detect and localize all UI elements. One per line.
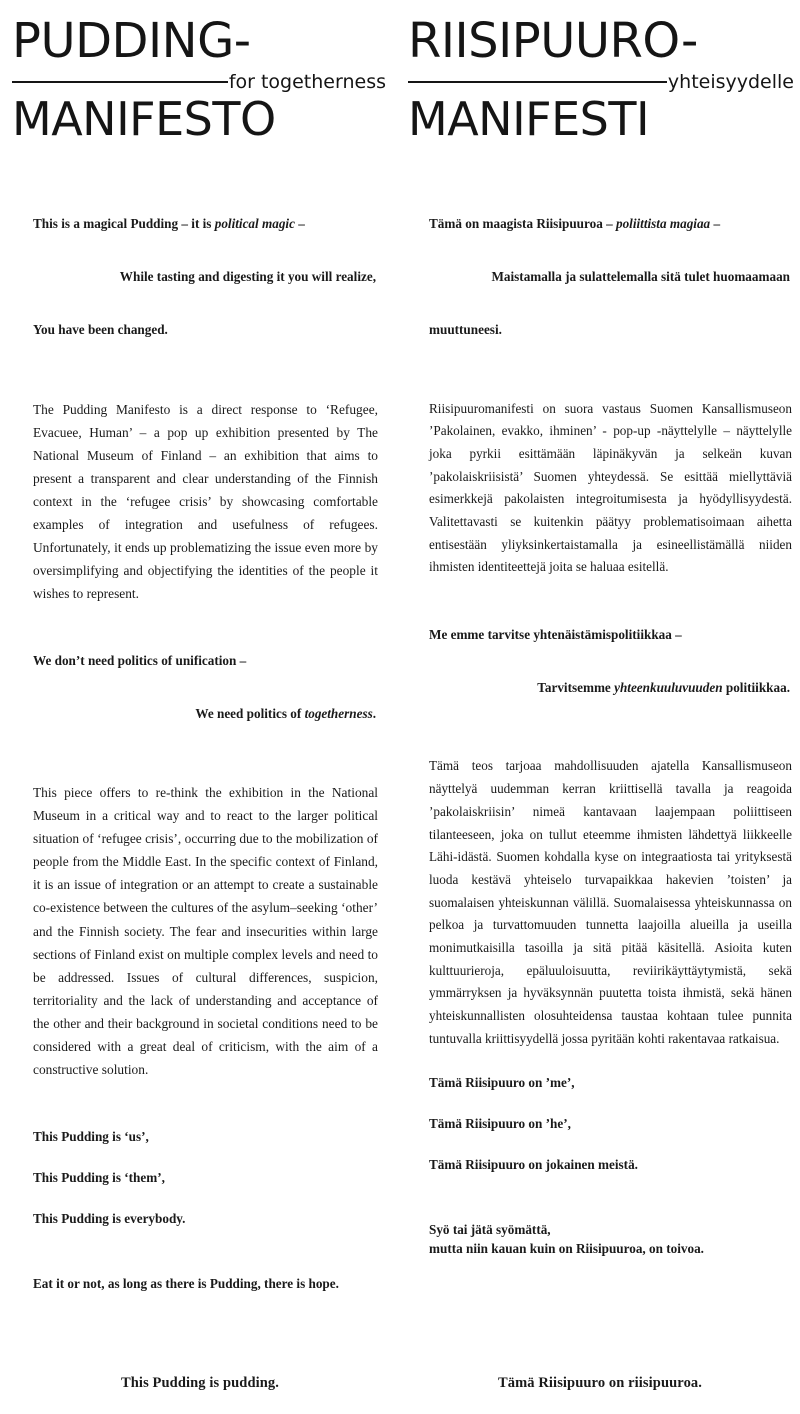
opening-line3-en: You have been changed. [33,322,168,338]
column-english [0,214,400,1293]
hope-block-en [33,1274,378,1293]
masthead-title-line1-fi: RIISIPUURO- [408,13,698,69]
identity-line-2-fi: Tämä Riisipuuro on ’he’, [429,1115,571,1131]
politics-line2-a-en: We need politics of [195,706,305,722]
politics-line2-en [33,704,378,723]
hope-line-1-fi: Syö tai jätä syömättä, [429,1222,551,1237]
politics-line2-b-en: . [372,706,376,722]
opening-line2-en: While tasting and digesting it you will realize, [119,269,376,285]
opening-block-en [33,214,378,339]
identity-line-3-en: This Pudding is everybody. [33,1211,186,1227]
closing-line-fi: Tämä Riisipuuro on riisipuuroa. [497,1375,702,1391]
identity-line-2-en: This Pudding is ‘them’, [33,1169,165,1185]
paragraph-1-fi: Riisipuuromanifesti on suora vastaus Suomen Kansallismuseon ’Pakolainen, evakko, ihminen’ - pop-up -näyttelylle – näyttelylle joka pyrkii esittämään läpinäkyvän ja selkeän kuvan ’pakolaiskriisistä’ Suomen yhteydessä. Se esittää miellyttäviä esimerkkejä pakolaisten integroitumisesta ja hyödyllisyydestä. Valitettavasti se kuitenkin päätyy problematisoimaan aihetta entisestään yliyksinkertaistamalla ja esineellistämällä niiden ihmisten identiteettejä joita se haluaa esitellä. [429,400,792,575]
masthead-subtitle-en: for togetherness [228,71,386,94]
identity-line-1-en: This Pudding is ‘us’, [33,1128,149,1144]
politics-line2-emphasis-en: togetherness [304,706,373,722]
identity-block-en [33,1127,378,1228]
masthead-title-line1-en: PUDDING- [12,13,251,69]
politics-line2-emphasis-fi: yhteenkuuluvuuden [614,680,723,696]
opening-line1-b-fi: – [710,216,721,232]
column-finnish [400,214,800,1293]
politics-line1-fi: Me emme tarvitse yhtenäistämispolitiikkaa – [429,627,682,643]
horizontal-rule-fi [408,81,667,83]
opening-line1-emphasis-fi: poliittista magiaa [615,216,711,232]
hope-line-1-en: Eat it or not, as long as there is Pudding, there is hope. [33,1276,339,1292]
politics-block-fi [429,625,792,697]
opening-line1-a-fi: Tämä on maagista Riisipuuroa – [429,216,616,232]
closing-line-en: This Pudding is pudding. [121,1375,279,1391]
hope-block-fi [429,1220,792,1258]
closing-line-row [0,1374,800,1392]
masthead-title-line2-en: MANIFESTO [12,92,276,147]
identity-block-fi [429,1073,792,1174]
politics-line1-en: We don’t need politics of unification – [33,652,247,668]
paragraph-1-en: The Pudding Manifesto is a direct response to ‘Refugee, Evacuee, Human’ – a pop up exhibition presented by The National Museum of Finland – an exhibition that aims to present a transparent and clear understanding of the Finnish context in the ‘refugee crisis’ by showcasing comfortable examples of integration and usefulness of refugees. Unfortunately, it ends up problematizing the issue even more by oversimplifying and objectifying the identities of the people it wishes to represent. [33,401,378,601]
masthead-subtitle-fi: yhteisyydelle [667,71,794,94]
politics-block-en [33,651,378,723]
masthead-english [0,13,400,147]
identity-line-3-fi: Tämä Riisipuuro on jokainen meistä. [429,1156,638,1172]
closing-col-fi [400,1374,800,1392]
opening-line1-fi [429,214,792,233]
horizontal-rule-en [12,81,228,83]
politics-line2-b-fi: politiikkaa. [722,680,790,696]
masthead [0,0,800,147]
paragraph-2-fi: Tämä teos tarjoaa mahdollisuuden ajatella Kansallismuseon näyttelyä uudemman kerran kriittisellä tavalla ja reagoida ’pakolaiskriisin’ nimeä kantavaan laajempaan poliittiseen tilanteeseen, joka on tullut eteemme ihmisten lähdettyä liikkeelle Lähi-idästä. Suomen kohdalla kyse on integraatiosta tai yrityksestä luoda kestävä yhteiselo turvapaikkaa hakevien ’toisten’ ja suomalaisen yhteiskunnan välillä. Suomalaisessa yhteiskunnassa on pelkoa ja turvattomuuden tunnetta laajoilla alueilla ja useilla monimutkaisilla tasoilla ja sitä pitää käsitellä. Asioita kuten kulttuurieroja, epäluuloisuutta, reviirikäyttäytymistä, sekä ymmärryksen ja hyväksynnän puutetta toista ihmistä, sekä hänen yhteiskunnallisten olosuhteidensa taustaa kohtaan tulee punnita tuntuvalla kriittisyydellä jossa pyritään kohti rakentavaa ratkaisua. [429,758,792,1046]
opening-line1-en [33,214,378,233]
masthead-finnish [400,13,800,147]
hope-line-2-fi: mutta niin kauan kuin on Riisipuuroa, on toivoa. [429,1241,704,1257]
identity-line-1-fi: Tämä Riisipuuro on ’me’, [429,1074,575,1090]
opening-line3-fi: muuttuneesi. [429,322,502,338]
opening-line1-b-en: – [294,216,305,232]
opening-block-fi [429,214,792,339]
politics-line2-fi [429,678,792,697]
manifesto-columns [0,214,800,1293]
closing-col-en [0,1374,400,1392]
masthead-title-line2-fi: MANIFESTI [408,92,650,147]
opening-line2-fi: Maistamalla ja sulattelemalla sitä tulet huomaamaan [491,269,790,285]
opening-line1-emphasis-en: political magic [214,216,295,232]
opening-line1-a-en: This is a magical Pudding – it is [33,216,215,232]
paragraph-2-en: This piece offers to re-think the exhibition in the National Museum in a critical way and to react to the larger political situation of ‘refugee crisis’, occurring due to the mobilization of people from the Middle East. In the specific context of Finland, it is an issue of integration or an attempt to create a sustainable co-existence between the cultures of the asylum–seeking ‘other’ and the Finnish society. The fear and insecurities within large sections of Finland exist on multiple complex levels and need to be addressed. Issues of cultural differences, suspicion, territoriality and the lack of understanding and acceptance of the other and their background in societal conditions need to be considered with a great deal of criticism, with the aim of a constructive solution. [33,785,378,1077]
politics-line2-a-fi: Tarvitsemme [537,680,615,696]
